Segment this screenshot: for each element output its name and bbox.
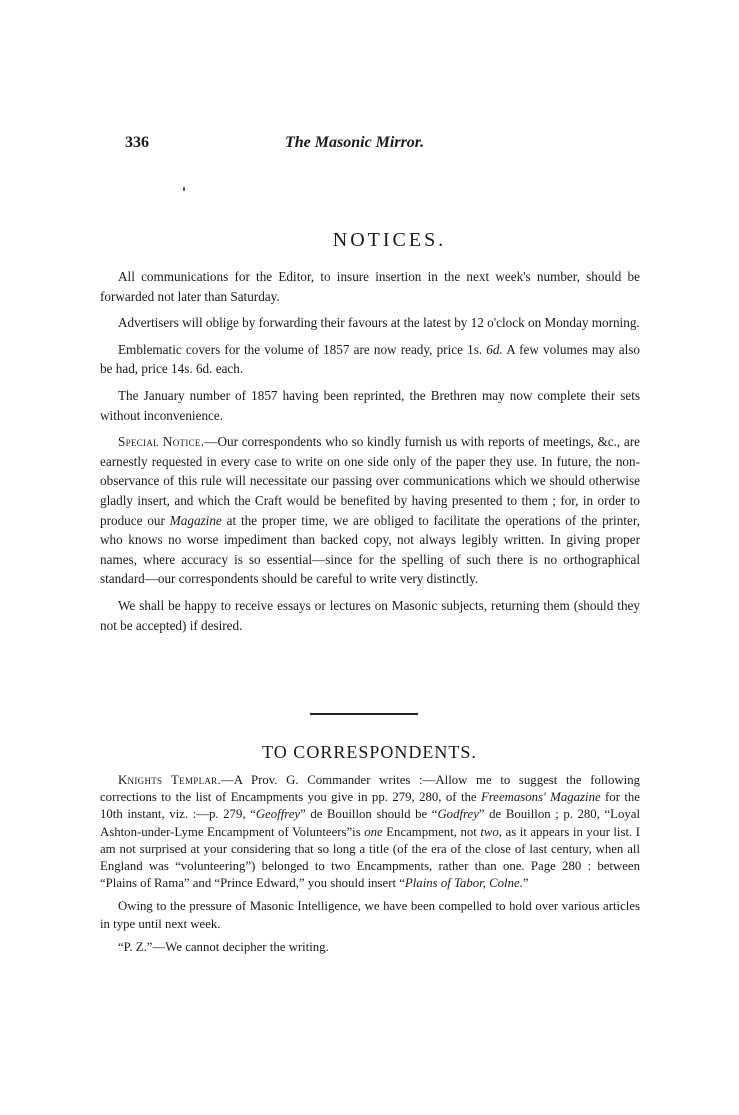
special-notice-magazine: Magazine [169,512,222,528]
knights-templar-label: Knights Templar. [118,773,221,787]
page-number: 336 [125,134,149,151]
notice-paragraph-4: The January number of 1857 having been reprinted, the Brethren may now complete their sets without inconvenience. [100,387,640,423]
special-notice-text-1: —Our correspondents who so kindly furnish us with reports of meetings, &c., are earnestly requested in every case to write on one side only of the paper they use. In future, the non-observance of this rule will necessitate our passing over communications which we should otherwise gladly insert, and which the Craft would be benefited by having presented to them ; for, in order to produce our [100,434,640,528]
corr-text-2: for the 10th instant, viz. :—p. 279, “ [100,790,640,822]
page-header [125,134,645,158]
notices-heading: NOTICES. [332,229,447,251]
corr-text-7: ” [522,876,529,891]
corr-two: two [480,824,499,839]
correspondent-paragraph-3: “P. Z.”—We cannot decipher the writing. [118,939,329,954]
notice-paragraph-6: We shall be happy to receive essays or lectures on Masonic subjects, returning them (should they not be accepted) if desired. [100,597,640,633]
correspondents-heading: TO CORRESPONDENTS. [262,742,477,762]
notice-paragraph-special [100,432,640,589]
notice-paragraph-2: Advertisers will oblige by forwarding their favours at the latest by 12 o'clock on Monday morning. [118,315,640,331]
notice-p3-start: Emblematic covers for the volume of 1857 are now ready, price 1s. [118,341,487,357]
corr-text-5: Encampment, not [382,824,481,839]
notice-p3-price: 6d. [486,341,503,357]
notice-paragraph-1: All communications for the Editor, to insure insertion in the next week's number, should be forwarded not later than Saturday. [100,269,640,304]
notice-paragraph-3 [100,340,640,379]
correspondent-paragraph-2: Owing to the pressure of Masonic Intelligence, we have been compelled to hold over various articles in type until next week. [100,899,640,931]
corr-godfrey: Godfrey [437,807,479,822]
correspondent-paragraph-1 [100,772,640,892]
corr-one: one [364,824,383,839]
running-title: The Masonic Mirror. [285,134,425,151]
special-notice-text-2: at the proper time, we are obliged to facilitate the operations of the printer, who knows no worse impediment than backed copy, not always legibly written. In giving proper names, where accuracy is so essential—since for the spelling of such there is no orthographical standard—our correspondents should be careful to write very distinctly. [100,512,640,587]
corr-text-1: —A Prov. G. Commander writes :—Allow me to suggest the following corrections to the list of Encampments you give in pp. 279, 280, of the [100,773,641,805]
correspondents-section [100,772,640,962]
corr-text-6: , as it appears in your list. I am not surprised at your considering that so long a title (of the era of the close of last century, when all England was “volunteering”) belonged to two Encampments, rather than one. Page 280 : between “Plains of Rama” and “Prince Edward,” you should insert “ [100,824,640,891]
corr-text-3: ” de Bouillon should be “ [300,807,438,822]
corr-text-4: ” de Bouillon ; p. 280, “Loyal Ashton-under-Lyme Encampment of Volunteers”is [100,807,640,839]
notice-p3-end: A few volumes may also be had, price 14s. 6d. each. [100,341,640,377]
ink-speck [183,187,185,191]
notices-section [100,267,640,642]
corr-plains-of-tabor: Plains of Tabor, Colne. [404,876,523,891]
corr-geoffrey: Geoffrey [255,807,301,822]
section-divider [310,713,418,715]
freemasons-magazine-title: Freemasons' Magazine [480,790,601,805]
special-notice-label: Special Notice. [118,434,205,450]
